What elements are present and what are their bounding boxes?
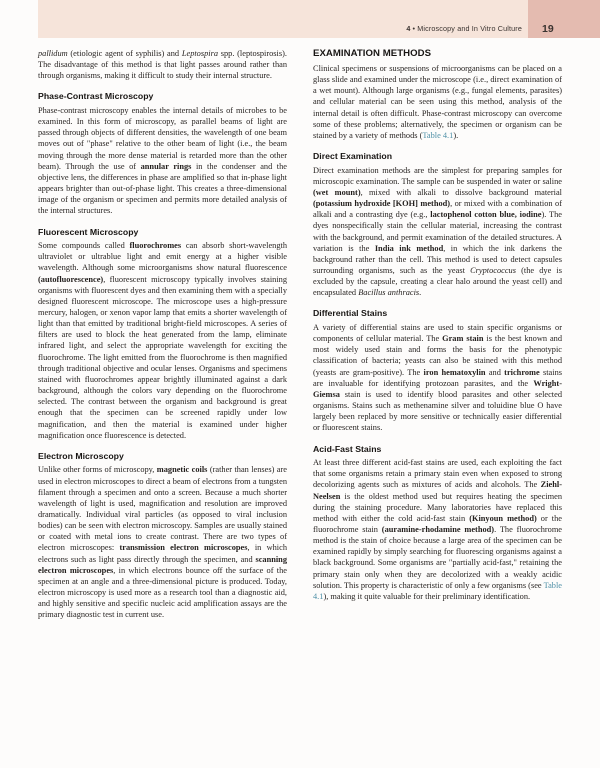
continued-paragraph: pallidum (etiologic agent of syphilis) and Leptospira spp. (leptospirosis). The disadvantage of this method is that light passes around rather than through organisms, making it difficult to study their internal structure. bbox=[38, 49, 287, 81]
paragraph-electron-microscopy: Unlike other forms of microscopy, magnetic coils (rather than lenses) are used in electron microscopes to direct a beam of electrons from a tungsten filament through a specimen and onto a screen. Because a much shorter wavelength of light is used, magnification and resolution are improved dramatically. Individual viral particles (as opposed to viral inclusion bodies) can be seen with electron microscopy. Samples are usually stained or coated with metal ions to create contrast. There are two types of electron microscopes: transmission electron microscopes, in which electrons such as light pass directly through the specimen, and scanning electron microscopes, in which electrons bounce off the surface of the specimen at an angle and a three-dimensional picture is produced. Today, electron microscopy is used more as a research tool than a diagnostic aid, and highly sensitive and specific nucleic acid amplification assays are the primary diagnostic test in current use. bbox=[38, 465, 287, 620]
page-number: 19 bbox=[542, 23, 554, 35]
text-columns bbox=[38, 48, 562, 748]
subheading-acid-fast-stains: Acid-Fast Stains bbox=[313, 443, 382, 454]
paragraph-acid-fast-stains: At least three different acid-fast stains are used, each exploiting the fact that some organisms retain a primary stain even when exposed to strong decolorizing agents such as mixtures of acids and alcohols. The Ziehl-Neelsen is the oldest method used but requires heating the specimen during the staining procedure. Many laboratories have replaced this method with either the cold acid-fast stain (Kinyoun method) or the fluorochrome stain (auramine-rhodamine method). The fluorochrome method is the stain of choice because a large area of the specimen can be examined rapidly by simply searching for fluorescing organisms against a black background. Some organisms are "partially acid-fast," retaining the primary stain only when they are decolorized with a weakly acidic solution. This property is characteristic of only a few organisms (see Table 4.1), making it quite valuable for their preliminary identification. bbox=[313, 458, 563, 601]
running-header-title bbox=[406, 24, 522, 33]
subheading-direct-examination: Direct Examination bbox=[313, 151, 393, 162]
page-number-band bbox=[528, 0, 600, 38]
running-header bbox=[38, 0, 600, 38]
chapter-number: 4 bbox=[406, 24, 411, 33]
paragraph-differential-stains: A variety of differential stains are used to stain specific organisms or components of cellular material. The Gram stain is the best known and most widely used stain and forms the basis for the phenotypic classification of bacteria; yeasts can also be stained with this method (yeasts are gram-positive). The iron hematoxylin and trichrome stains are invaluable for identifying protozoan parasites, and the Wright-Giemsa stain is used to identify blood parasites and other selected organisms. Stains such as methenamine silver and toluidine blue O have largely been replaced by more sensitive or technically easier differential or fluorescent stains. bbox=[313, 322, 562, 433]
subheading-fluorescent-microscopy: Fluorescent Microscopy bbox=[38, 226, 139, 237]
paragraph-examination-methods-intro: Clinical specimens or suspensions of microorganisms can be placed on a glass slide and examined under the microscope (i.e., direct examination of a wet mount). Although large organisms (e.g., fungal elements, parasites) and cellular material can be seen using this method, analysis of the internal detail is often difficult. Phase-contrast microscopy can overcome some of these problems; alternatively, the specimen or organism can be stained by a variety of methods (Table 4.1). bbox=[313, 64, 562, 140]
subheading-phase-contrast-microscopy: Phase-Contrast Microscopy bbox=[38, 91, 154, 102]
section-heading-examination-methods: EXAMINATION METHODS bbox=[313, 48, 432, 59]
paragraph-fluorescent-microscopy: Some compounds called fluorochromes can absorb short-wavelength ultraviolet or ultrablue light and emit energy at a higher visible wavelength. Although some microorganisms show natural fluorescence (autofluorescence), fluorescent microscopy typically involves staining organisms with fluorescent dyes and then examining them with a specially designed fluorescent microscope. The microscope uses a high-pressure mercury, halogen, or xenon vapor lamp that emits a shorter wavelength of light than that emitted by traditional bright-field microscopes. A series of filters are used to block the heat generated from the lamp, eliminate infrared light, and select the appropriate wavelength for exciting the fluorochrome. The light emitted from the fluorochrome is then magnified through traditional objective and ocular lenses. Organisms and specimens stained with fluorochromes appear brightly illuminated against a dark background, although the colors vary depending on the fluorochrome selected. The contrast between the organism and background is great enough that the specimen can be screened rapidly under low magnification, and then the material is examined under higher magnification once fluorescence is detected. bbox=[38, 241, 287, 440]
paragraph-direct-examination: Direct examination methods are the simplest for preparing samples for microscopic examination. The sample can be suspended in water or saline (wet mount), mixed with alkali to dissolve background material (potassium hydroxide [KOH] method), or mixed with a combination of alkali and a contrasting dye (e.g., lactophenol cotton blue, iodine). The dyes nonspecifically stain the cellular material, increasing the contrast with the background, and permit examination of the detailed structures. A variation is the India ink method, in which the ink darkens the background rather than the cell. This method is used to detect capsules surrounding organisms, such as the yeast Cryptococcus (the dye is excluded by the capsule, creating a clear halo around the yeast cell) and encapsulated Bacillus anthracis. bbox=[313, 165, 563, 298]
paragraph-phase-contrast-microscopy: Phase-contrast microscopy enables the internal details of microbes to be examined. In this form of microscopy, as parallel beams of light are passed through objects of different densities, the wavelength of one beam moves out of "phase" relative to the other beam of light (i.e., the beam moving through the more dense material is retarded more than the other beam). Through the use of annular rings in the condenser and the objective lens, the differences in phase are amplified so that in-phase light appears brighter than out-of-phase light. This creates a three-dimensional image of the organism or specimen and permits more detailed analysis of the internal structures. bbox=[38, 105, 287, 216]
left-column bbox=[38, 48, 287, 748]
subheading-differential-stains: Differential Stains bbox=[313, 308, 388, 319]
right-column bbox=[313, 48, 562, 748]
header-separator: • bbox=[412, 24, 416, 33]
subheading-electron-microscopy: Electron Microscopy bbox=[38, 450, 124, 461]
running-title-text: Microscopy and In Vitro Culture bbox=[417, 24, 522, 33]
